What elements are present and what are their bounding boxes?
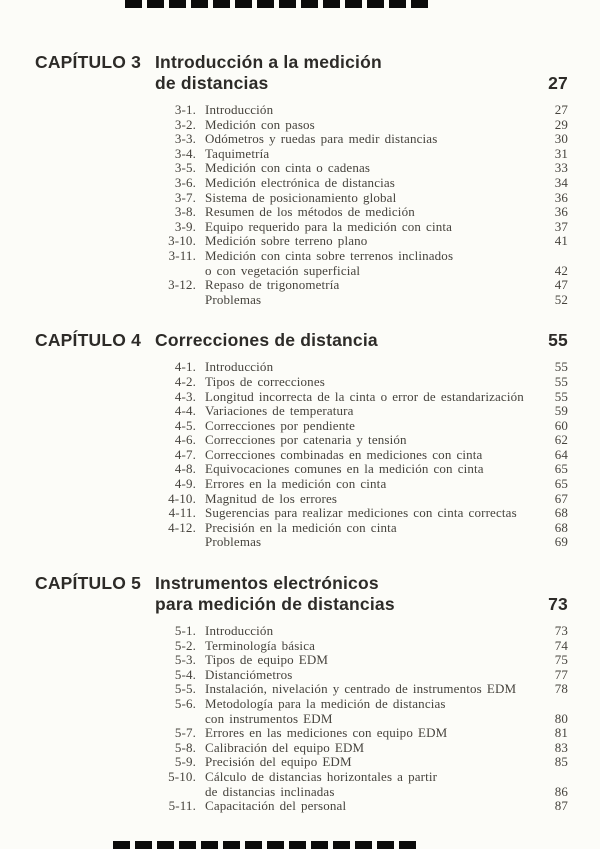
entry-page-number: 77	[554, 666, 568, 682]
toc-entry	[155, 448, 568, 463]
film-mark	[345, 0, 362, 8]
entry-page-number: 55	[554, 359, 568, 375]
film-mark	[377, 841, 394, 849]
film-mark	[201, 841, 218, 849]
entry-title	[196, 220, 542, 235]
entry-number: 5-9.	[174, 754, 196, 770]
entry-page-number: 86	[554, 783, 568, 799]
toc-entry	[155, 205, 568, 220]
entry-title	[196, 668, 542, 683]
chapter-title-line: para medición de distancias	[155, 594, 395, 615]
toc-entry	[155, 220, 568, 235]
entry-number: 4-6.	[174, 432, 196, 448]
entry-title-line: Problemas	[205, 291, 262, 307]
entry-page-number: 33	[554, 160, 568, 176]
chapter-title-line: Instrumentos electrónicos	[155, 573, 379, 594]
entry-number: 3-2.	[174, 116, 196, 132]
entry-page-number: 52	[554, 291, 568, 307]
entry-title-line: Sistema de posicionamiento global	[205, 189, 397, 205]
toc-entry	[155, 419, 568, 434]
entry-title	[196, 103, 542, 118]
entry-title-line: Taquimetría	[205, 145, 270, 161]
entry-title-line: Capacitación del personal	[205, 798, 347, 814]
toc-entry	[155, 770, 568, 799]
entry-title-line: Medición con cinta o cadenas	[205, 160, 371, 176]
toc-entry	[155, 741, 568, 756]
entry-number: 5-3.	[174, 652, 196, 668]
chapter-heading	[35, 52, 568, 94]
entry-title	[196, 639, 542, 654]
film-mark	[169, 0, 186, 8]
film-mark	[113, 841, 130, 849]
film-mark	[245, 841, 262, 849]
entry-page-number: 36	[554, 204, 568, 220]
chapter-label: CAPÍTULO 4	[35, 330, 142, 351]
film-mark	[311, 841, 328, 849]
toc-entry	[155, 462, 568, 477]
entry-title-line: Medición electrónica de distancias	[205, 174, 396, 190]
entry-title-line: Problemas	[205, 534, 262, 550]
entry-title-line: con instrumentos EDM	[205, 710, 333, 726]
chapter-section	[35, 52, 568, 307]
toc-entry	[155, 506, 568, 521]
entry-title-line: Magnitud de los errores	[205, 490, 338, 506]
entry-title-line: Instalación, nivelación y centrado de instrumentos EDM	[205, 681, 517, 697]
toc-entry	[155, 278, 568, 293]
entry-page-number: 55	[554, 373, 568, 389]
entry-title	[196, 118, 542, 133]
entry-title-line: Precisión en la medición con cinta	[205, 519, 397, 535]
entry-title-line: Longitud incorrecta de la cinta o error de estandarización	[205, 388, 524, 404]
chapter-heading	[35, 573, 568, 615]
entry-title	[196, 653, 542, 668]
entry-page-number: 65	[554, 476, 568, 492]
entry-title	[196, 205, 542, 220]
toc-entry	[155, 176, 568, 191]
entry-page-number: 29	[554, 116, 568, 132]
film-mark	[157, 841, 174, 849]
film-mark	[355, 841, 372, 849]
entry-page-number: 68	[554, 505, 568, 521]
entry-title-line: Distanciómetros	[205, 666, 293, 682]
entry-title	[196, 492, 542, 507]
entry-page-number: 37	[554, 218, 568, 234]
film-mark	[367, 0, 384, 8]
entry-number: 4-10.	[168, 490, 196, 506]
toc-entry	[155, 697, 568, 726]
entry-number: 5-8.	[174, 739, 196, 755]
film-mark	[389, 0, 406, 8]
entry-number: 5-10.	[168, 768, 196, 784]
entry-page-number: 27	[554, 102, 568, 117]
entry-title	[196, 360, 542, 375]
toc-entry	[155, 118, 568, 133]
entry-title-line: Tipos de equipo EDM	[205, 652, 329, 668]
film-mark	[179, 841, 196, 849]
entry-title	[196, 506, 542, 521]
entry-title	[196, 755, 542, 770]
entry-page-number: 81	[554, 725, 568, 741]
film-mark	[125, 0, 142, 8]
entry-title-line: Metodología para la medición de distancias	[205, 696, 446, 711]
entry-page-number: 59	[554, 403, 568, 419]
entry-title	[196, 161, 542, 176]
entry-title	[196, 433, 542, 448]
entry-page-number: 75	[554, 652, 568, 668]
entry-page-number: 31	[554, 145, 568, 161]
entry-page-number: 41	[554, 233, 568, 249]
entry-title	[196, 741, 542, 756]
entry-number: 3-8.	[174, 204, 196, 220]
entry-title	[196, 191, 542, 206]
entry-title-line: Odómetros y ruedas para medir distancias	[205, 131, 438, 147]
entry-title-line: Correcciones combinadas en mediciones con cinta	[205, 446, 483, 462]
entry-number: 4-7.	[174, 446, 196, 462]
toc-entry	[155, 433, 568, 448]
entry-number: 3-7.	[174, 189, 196, 205]
entry-title-line: Errores en la medición con cinta	[205, 476, 387, 492]
entry-title	[196, 234, 542, 249]
toc-entry	[155, 682, 568, 697]
entry-number: 3-9.	[174, 218, 196, 234]
toc-entry	[155, 360, 568, 375]
toc-entry	[155, 132, 568, 147]
entry-title-line: Resumen de los métodos de medición	[205, 204, 415, 220]
entry-title	[196, 249, 542, 278]
entry-number: 5-11.	[168, 798, 196, 814]
film-mark	[323, 0, 340, 8]
entry-number: 3-3.	[174, 131, 196, 147]
chapter-title-line: Introducción a la medición	[155, 52, 382, 72]
entry-number: 5-6.	[174, 696, 196, 711]
toc-entry	[155, 668, 568, 683]
entry-page-number: 85	[554, 754, 568, 770]
entry-title	[196, 419, 542, 434]
entry-number: 5-5.	[174, 681, 196, 697]
entry-title	[196, 535, 542, 550]
entry-title-line: Introducción	[205, 623, 274, 639]
entry-number: 4-11.	[168, 505, 196, 521]
entry-title-line: Errores en las mediciones con equipo EDM	[205, 725, 448, 741]
entry-page-number: 67	[554, 490, 568, 506]
entry-number: 3-4.	[174, 145, 196, 161]
chapter-title	[155, 573, 540, 615]
toc-entry	[155, 639, 568, 654]
entry-title	[196, 624, 542, 639]
chapter-title	[155, 52, 540, 94]
chapter-title-line: Correcciones de distancia	[155, 330, 378, 351]
entry-title-line: Terminología básica	[205, 637, 316, 653]
toc-entry	[155, 103, 568, 118]
entry-number: 4-8.	[174, 461, 196, 477]
toc-entry	[155, 726, 568, 741]
entry-number: 4-2.	[174, 373, 196, 389]
chapter-page-number: 73	[548, 594, 568, 615]
entry-number: 3-11.	[168, 247, 196, 263]
toc-entry	[155, 234, 568, 249]
film-mark	[191, 0, 208, 8]
top-marks-strip	[125, 0, 428, 8]
entry-title-line: Medición con cinta sobre terrenos inclinados	[205, 247, 454, 263]
film-mark	[399, 841, 416, 849]
entry-page-number: 74	[554, 637, 568, 653]
toc-entry	[155, 161, 568, 176]
entry-title	[196, 682, 542, 697]
film-mark	[257, 0, 274, 8]
film-mark	[223, 841, 240, 849]
entry-title	[196, 147, 542, 162]
entry-page-number: 47	[554, 277, 568, 293]
toc-entry	[155, 799, 568, 814]
entry-number: 4-4.	[174, 403, 196, 419]
entry-title-line: Correcciones por pendiente	[205, 417, 356, 433]
entry-page-number: 30	[554, 131, 568, 147]
chapter-label: CAPÍTULO 3	[35, 52, 142, 72]
chapter-section	[35, 330, 568, 550]
entry-title	[196, 375, 542, 390]
toc-entry	[155, 492, 568, 507]
entry-page-number: 80	[554, 710, 568, 726]
entry-title-line: de distancias inclinadas	[205, 783, 335, 799]
chapter-title-line: de distancias	[155, 73, 269, 93]
entry-title-line: o con vegetación superficial	[205, 262, 361, 278]
entry-page-number: 60	[554, 417, 568, 433]
film-mark	[147, 0, 164, 8]
film-mark	[279, 0, 296, 8]
film-mark	[333, 841, 350, 849]
entry-title	[196, 404, 542, 419]
entry-title-line: Introducción	[205, 359, 274, 375]
entry-title-line: Equivocaciones comunes en la medición con cinta	[205, 461, 484, 477]
chapter-entries	[155, 624, 568, 814]
entry-page-number: 62	[554, 432, 568, 448]
entry-title-line: Cálculo de distancias horizontales a partir	[205, 768, 438, 784]
entry-title-line: Variaciones de temperatura	[205, 403, 354, 419]
entry-title	[196, 697, 542, 726]
entry-page-number: 65	[554, 461, 568, 477]
entry-number: 3-12.	[168, 277, 196, 293]
entry-number: 4-1.	[174, 359, 196, 375]
entry-title-line: Introducción	[205, 102, 274, 117]
entry-page-number: 42	[554, 262, 568, 278]
chapter-title	[155, 330, 540, 351]
entry-title	[196, 462, 542, 477]
toc-entry	[155, 404, 568, 419]
toc-entry	[155, 535, 568, 550]
entry-title	[196, 521, 542, 536]
entry-page-number: 87	[554, 798, 568, 814]
entry-number: 4-5.	[174, 417, 196, 433]
film-mark	[213, 0, 230, 8]
entry-title	[196, 477, 542, 492]
chapter-entries	[155, 103, 568, 307]
entry-number: 4-12.	[168, 519, 196, 535]
entry-title-line: Medición con pasos	[205, 116, 315, 132]
entry-number: 3-1.	[174, 102, 196, 117]
toc-entry	[155, 624, 568, 639]
entry-title-line: Calibración del equipo EDM	[205, 739, 365, 755]
film-mark	[411, 0, 428, 8]
film-mark	[301, 0, 318, 8]
entry-title	[196, 278, 542, 293]
entry-page-number: 73	[554, 623, 568, 639]
entry-title-line: Tipos de correcciones	[205, 373, 325, 389]
entry-title	[196, 293, 542, 308]
entry-title	[196, 448, 542, 463]
toc-entry	[155, 249, 568, 278]
entry-number: 3-6.	[174, 174, 196, 190]
entry-title-line: Medición sobre terreno plano	[205, 233, 368, 249]
entry-page-number: 69	[554, 534, 568, 550]
entry-title-line: Correcciones por catenaria y tensión	[205, 432, 407, 448]
bottom-marks-strip	[113, 841, 416, 849]
entry-number: 4-3.	[174, 388, 196, 404]
entry-page-number: 34	[554, 174, 568, 190]
toc-entry	[155, 521, 568, 536]
entry-title	[196, 132, 542, 147]
film-mark	[135, 841, 152, 849]
entry-number: 5-4.	[174, 666, 196, 682]
entry-title-line: Precisión del equipo EDM	[205, 754, 352, 770]
entry-page-number: 64	[554, 446, 568, 462]
entry-title	[196, 770, 542, 799]
chapter-label: CAPÍTULO 5	[35, 573, 142, 594]
entry-page-number: 36	[554, 189, 568, 205]
entry-number: 5-2.	[174, 637, 196, 653]
entry-number: 4-9.	[174, 476, 196, 492]
entry-title-line: Repaso de trigonometría	[205, 277, 340, 293]
chapter-page-number: 55	[548, 330, 568, 351]
toc-entry	[155, 390, 568, 405]
table-of-contents	[35, 52, 568, 814]
entry-title	[196, 390, 542, 405]
toc-entry	[155, 375, 568, 390]
entry-title	[196, 176, 542, 191]
entry-number: 3-5.	[174, 160, 196, 176]
entry-title	[196, 726, 542, 741]
entry-number: 5-7.	[174, 725, 196, 741]
film-mark	[289, 841, 306, 849]
toc-entry	[155, 477, 568, 492]
film-mark	[267, 841, 284, 849]
entry-page-number: 55	[554, 388, 568, 404]
film-mark	[235, 0, 252, 8]
entry-title-line: Equipo requerido para la medición con cinta	[205, 218, 453, 234]
entry-number: 5-1.	[174, 623, 196, 639]
entry-number: 3-10.	[168, 233, 196, 249]
entry-page-number: 68	[554, 519, 568, 535]
entry-page-number: 78	[554, 681, 568, 697]
chapter-heading	[35, 330, 568, 351]
entry-page-number: 83	[554, 739, 568, 755]
chapter-entries	[155, 360, 568, 550]
toc-entry	[155, 147, 568, 162]
entry-title	[196, 799, 542, 814]
toc-entry	[155, 755, 568, 770]
chapter-section	[35, 573, 568, 814]
chapter-page-number: 27	[548, 73, 568, 93]
toc-entry	[155, 293, 568, 308]
entry-title-line: Sugerencias para realizar mediciones con cinta correctas	[205, 505, 517, 521]
toc-entry	[155, 653, 568, 668]
toc-entry	[155, 191, 568, 206]
